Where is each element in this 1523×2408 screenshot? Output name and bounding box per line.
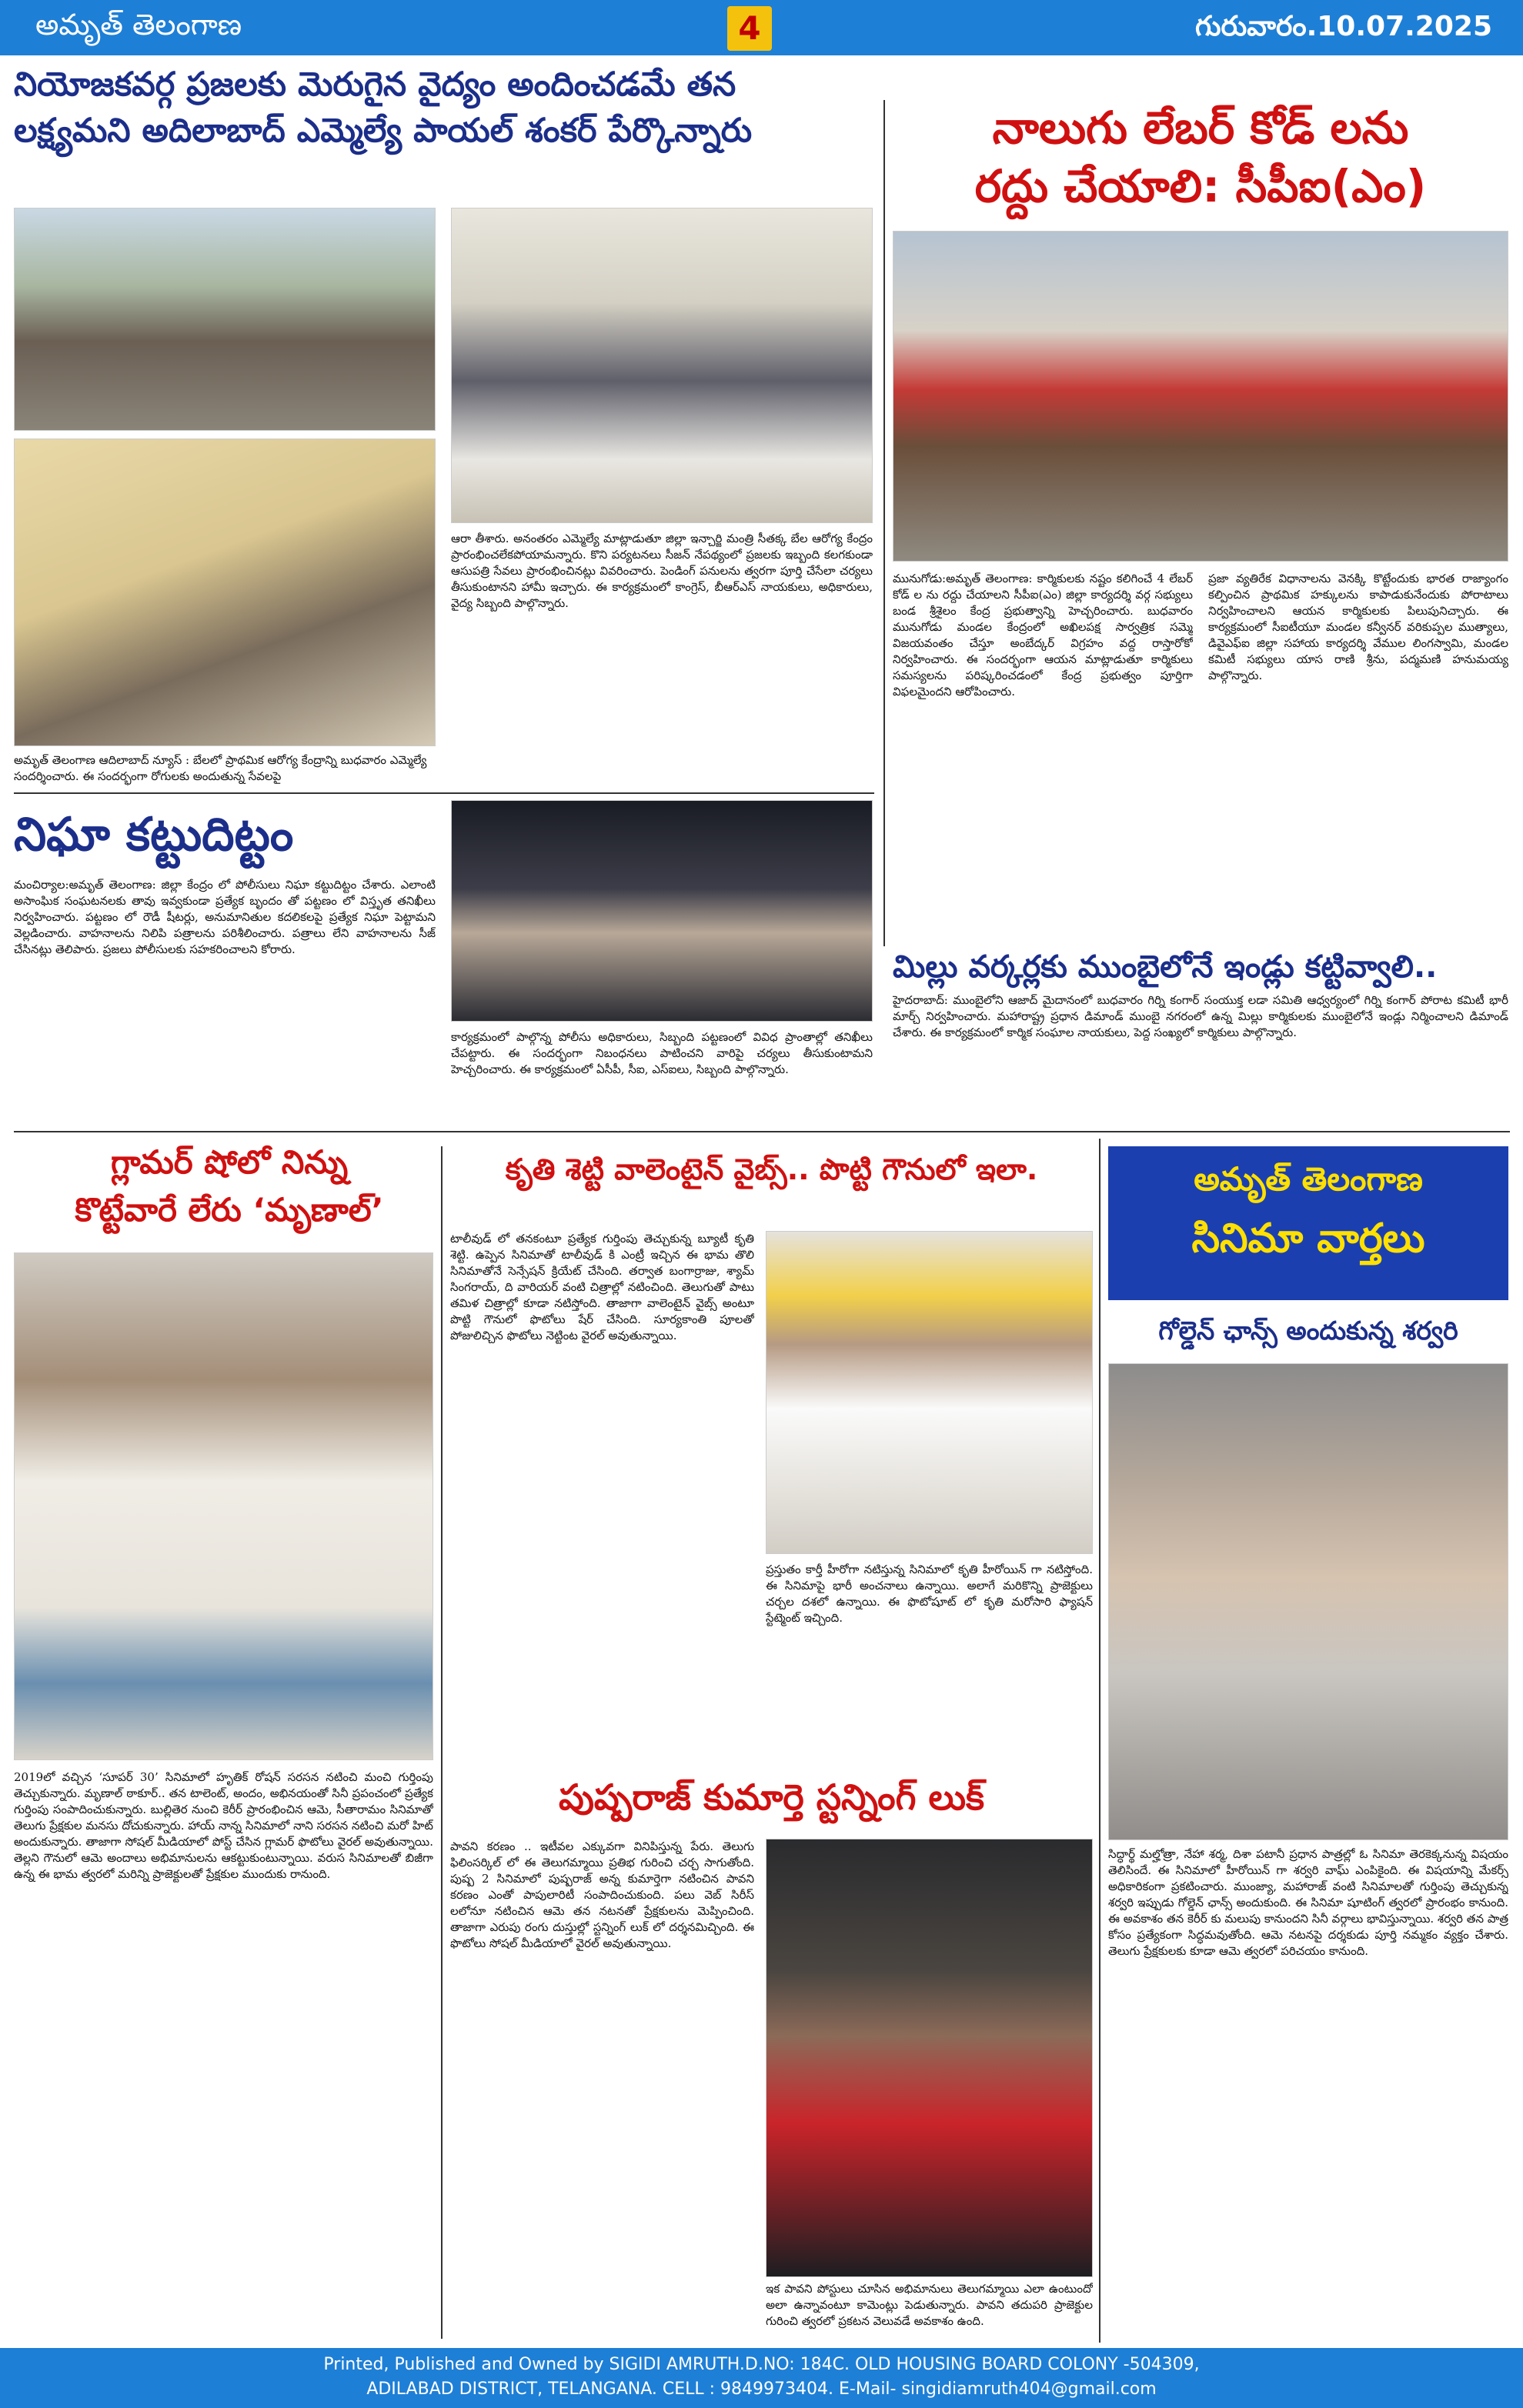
section-divider-entertainment [14,1131,1510,1132]
story1-photo-ward-inspection [451,208,873,523]
cinema-banner-title: సినిమా వార్తలు [1191,1216,1425,1262]
story6-body-right: ప్రస్తుతం కార్తీ హీరోగా నటిస్తున్న సినిమాలో కృతి హీరోయిన్ గా నటిస్తోంది. ఈ సినిమాపై భారీ అంచనాలు ఉన్నాయి. అలాగే మరికొన్ని ప్రాజెక్టులు చర్చల దశలో ఉన్నాయి. ఈ ఫొటోషూట్ లో కృతి మరోసారి ఫ్యాషన్ స్టేట్మెంట్ ఇచ్చింది. [766,1563,1093,1625]
story5-body: 2019లో వచ్చిన ‘సూపర్ 30’ సినిమాలో హృతిక్ రోషన్ సరసన నటించి మంచి గుర్తింపు తెచ్చుకున్నారు. మృణాల్ ఠాకూర్.. తన టాలెంట్, అందం, అభినయంతో సినీ ప్రపంచంలో ప్రత్యేక గుర్తింపు సంపాదించుకున్నారు. బుల్లితెర నుంచి కెరీర్ ప్రారంభించిన ఆమె, సీతారామం సినిమాతో తెలుగు ప్రేక్షకుల మనసు దోచుకున్నారు. హాయ్ నాన్న సినిమాలో నాని సరసన నటించి మరో హిట్ అందుకున్నారు. తాజాగా సోషల్ మీడియాలో పోస్ట్ చేసిన గ్లామర్ ఫొటోలు వైరల్ అవుతున్నాయి. తెల్లని గౌనులో ఆమె అందాలు అభిమానులను ఆకట్టుకుంటున్నాయి. వరుస సినిమాలతో బిజీగా ఉన్న ఈ భామ త్వరలో మరిన్ని ప్రాజెక్టులతో ప్రేక్షకుల ముందుకు రానుంది. [14,1770,433,1881]
story2-headline-line2: రద్దు చేయాలి: సీపీఐ(ఎం) [974,160,1427,212]
story3-body-right: కార్యక్రమంలో పాల్గొన్న పోలీసు అధికారులు, సిబ్బంది పట్టణంలో వివిధ ప్రాంతాల్లో తనిఖీలు చేపట్టారు. ఈ సందర్భంగా నిబంధనలు పాటించని వారిపై చర్యలు తీసుకుంటామని హెచ్చరించారు. ఈ కార్యక్రమంలో ఏసీపీ, సీఐ, ఎస్ఐలు, సిబ్బంది పాల్గొన్నారు. [451,1030,873,1076]
story7-body: పావని కరణం .. ఇటీవల ఎక్కువగా వినిపిస్తున్న పేరు. తెలుగు ఫిలింసర్కిల్ లో ఈ తెలుగమ్మాయి ప్రతిభ గురించి చర్చ సాగుతోంది. పుష్ప 2 సినిమాలో పుష్పరాజ్ అన్న కుమార్తెగా నటించిన పావని కరణం ఎంతో పాపులారిటీ సంపాదించుకుంది. పలు వెబ్ సిరీస్ లలోనూ నటించిన ఆమె తన నటనతో ప్రేక్షకులను మెప్పించింది. తాజాగా ఎరుపు రంగు దుస్తుల్లో స్టన్నింగ్ లుక్ లో దర్శనమిచ్చింది. ఈ ఫొటోలు సోషల్ మీడియాలో వైరల్ అవుతున్నాయి. [450,1839,754,1950]
story1-headline [14,62,876,154]
story2-body-left: మునుగోడు:అమృత్ తెలంగాణ: కార్మికులకు నష్టం కలిగించే 4 లేబర్ కోడ్ ల ను రద్దు చేయాలని సీపీఐ(ఎం) జిల్లా కార్యదర్శి వర్గ సభ్యులు బండ శ్రీశైలం కేంద్ర ప్రభుత్వాన్ని హెచ్చరించారు. బుధవారం మునుగోడు మండల కేంద్రంలో అఖిలపక్ష సార్వత్రిక సమ్మె విజయవంతం చేస్తూ అంబేద్కర్ విగ్రహం వద్ద రాస్తారోకో నిర్వహించారు. ఈ సందర్భంగా ఆయన మాట్లాడుతూ కార్మికులు సమస్యలను పరిష్కరించడంలో కేంద్ర ప్రభుత్వం పూర్తిగా విఫలమైందని ఆరోపించారు. [893,572,1193,699]
cinema-news-banner [1108,1146,1508,1300]
story8-photo-sharvari [1108,1363,1508,1840]
story5-photo-mrunal [14,1252,433,1760]
section-divider [14,792,874,794]
story3-body: మంచిర్యాల:అమృత్ తెలంగాణ: జిల్లా కేంద్రం లో పోలీసులు నిఘా కట్టుదిట్టం చేశారు. ఎలాంటి అసాంఘిక సంఘటనలకు తావు ఇవ్వకుండా ప్రత్యేక బృందం తో పట్టణం లో విస్తృత తనిఖీలు నిర్వహించారు. పట్టణం లో రౌడీ షీటర్లు, అనుమానితుల కదలికలపై ప్రత్యేక నిఘా పెట్టామని వెల్లడించారు. వాహనాలను నిలిపి పత్రాలను పరిశీలించారు. పత్రాలు లేని వాహనాలను సీజ్ చేసినట్లు తెలిపారు. ప్రజలు పోలీసులకు సహకరించాలని కోరారు. [14,878,436,956]
story6-photo-krithi [766,1231,1093,1554]
footer-line2: ADILABAD DISTRICT, TELANGANA. CELL : 9849973404. E-Mail- singidiamruth404@gmail.com [366,2380,1157,2399]
story1-body: ఆరా తీశారు. అనంతరం ఎమ్మెల్యే మాట్లాడుతూ జిల్లా ఇన్చార్జి మంత్రి సీతక్క బేల ఆరోగ్య కేంద్రం ప్రారంభించలేకపోయామన్నారు. కొని పర్యటనలు సీజన్ నేపథ్యంలో ప్రజలకు ఇబ్బంది కలగకుండా ఆసుపత్రి సేవలు ప్రారంభించినట్లు వివరించారు. పెండింగ్ పనులను త్వరగా పూర్తి చేసేలా చర్యలు తీసుకుంటానని హామీ ఇచ్చారు. ఈ కార్యక్రమంలో కాంగ్రెస్, బీఆర్ఎస్ నాయకులు, అధికారులు, వైద్య సిబ్బంది పాల్గొన్నారు. [451,532,873,610]
story1-photo-pharmacy [14,439,436,746]
story3-headline: నిఘా కట్టుదిట్టం [14,808,294,862]
story3-photo-police-check [451,800,873,1022]
story6-body: టాలీవుడ్ లో తనకంటూ ప్రత్యేక గుర్తింపు తెచ్చుకున్న బ్యూటీ కృతి శెట్టి. ఉప్పెన సినిమాతో టాలీవుడ్ కి ఎంట్రీ ఇచ్చిన ఈ భామ తొలి సినిమాతోనే సెన్సేషన్ క్రియేట్ చేసింది. తర్వాత బంగార్రాజు, శ్యామ్ సింగరాయ్, ది వారియర్ వంటి చిత్రాల్లో నటించింది. తెలుగుతో పాటు తమిళ చిత్రాల్లో కూడా నటిస్తోంది. తాజాగా వాలెంటైన్ వైబ్స్ అంటూ పొట్టి గౌనులో ఫొటోలు షేర్ చేసింది. సూర్యకాంతి పూలతో పోజులిచ్చిన ఫొటోలు నెట్టింట వైరల్ అవుతున్నాయి. [450,1232,754,1342]
footer-line1: Printed, Published and Owned by SIGIDI AMRUTH.D.NO: 184C. OLD HOUSING BOARD COLONY -504309, [323,2355,1200,2374]
column-divider [1099,1139,1101,2343]
story6-headline: కృతి శెట్టి వాలెంటైన్ వైబ్స్.. పొట్టి గౌనులో ఇలా. [505,1152,1038,1186]
story1-photo-clinic-visit [14,208,436,431]
story1-headline-line1: నియోజకవర్గ ప్రజలకు మెరుగైన వైద్యం అందించడమే తన [14,65,736,104]
story4-headline: మిల్లు వర్కర్లకు ముంబైలోనే ఇండ్లు కట్టివ్వాలి.. [893,949,1438,985]
story2-headline [893,98,1508,215]
story2-headline-line1: నాలుగు లేబర్ కోడ్ లను [992,102,1409,154]
issue-date: గురువారం.10.07.2025 [1195,11,1492,42]
story1-headline-line2: లక్ష్యమని అదిలాబాద్ ఎమ్మెల్యే పాయల్ శంకర్ పేర్కొన్నారు [14,112,753,150]
story7-headline: పుష్పరాజ్ కుమార్తె స్టన్నింగ్ లుక్ [558,1776,985,1818]
story7-body-right: ఇక పావని పోస్టులు చూసిన అభిమానులు తెలుగమ్మాయి ఎలా ఉంటుందో అలా ఉన్నావంటూ కామెంట్లు పెడుతున్నారు. పావని తదుపరి ప్రాజెక్టుల గురించి త్వరలో ప్రకటన వెలువడే అవకాశం ఉంది. [766,2282,1093,2328]
story5-headline [14,1139,445,1234]
story4-body: హైదరాబాద్: ముంబైలోని ఆజాద్ మైదానంలో బుధవారం గిర్ని కంగార్ సంయుక్త లడా సమితి ఆధ్వర్యంలో గిర్ని కంగార్ పోరాట కమిటీ భారీ మార్చ్ నిర్వహించారు. మహారాష్ట్ర ప్రధాన డిమాండ్ ముంబై నగరంలో ఉన్న మిల్లు కార్మికులకు ముంబైలోనే ఇండ్లు నిర్మించాలని డిమాండ్ చేశారు. ఈ కార్యక్రమంలో కార్మిక సంఘాల నాయకులు, పెద్ద సంఖ్యలో కార్మికులు పాల్గొన్నారు. [893,993,1508,1039]
story8-headline: గోల్డెన్ ఛాన్స్ అందుకున్న శర్వరి [1158,1316,1458,1346]
story7-photo-pavani [766,1839,1093,2277]
page-number-badge: 4 [727,6,772,51]
story8-body: సిద్ధార్థ్ మల్హోత్రా, నేహా శర్మ, దిశా పటానీ ప్రధాన పాత్రల్లో ఓ సినిమా తెరకెక్కనున్న విషయం తెలిసిందే. ఈ సినిమాలో హీరోయిన్ గా శర్వరి వాఘ్ ఎంపికైంది. ఈ విషయాన్ని మేకర్స్ అధికారికంగా ప్రకటించారు. ముంజ్యా, మహారాజ్ వంటి సినిమాలతో గుర్తింపు తెచ్చుకున్న శర్వరి ఇప్పుడు గోల్డెన్ ఛాన్స్ అందుకుంది. ఈ సినిమా షూటింగ్ త్వరలో ప్రారంభం కానుంది. ఈ అవకాశం తన కెరీర్ కు మలుపు కానుందని సినీ వర్గాలు భావిస్తున్నాయి. శర్వరి తన పాత్ర కోసం ప్రత్యేకంగా సిద్ధమవుతోంది. ఆమె నటనపై దర్శకుడు పూర్తి నమ్మకం వ్యక్తం చేశారు. తెలుగు ప్రేక్షకులకు కూడా ఆమె త్వరలో పరిచయం కానుంది. [1108,1847,1508,1958]
column-divider [441,1146,443,2339]
story5-headline-line2: కొట్టేవారే లేరు ‘మృణాల్’ [75,1191,384,1229]
newspaper-brand: అమృత్ తెలంగాణ [35,8,242,42]
story2-body-right: ప్రజా వ్యతిరేక విధానాలను వెనక్కి కొట్టేందుకు భారత రాజ్యాంగం కల్పించిన ప్రాథమిక హక్కులను కాపాడుకునేందుకు పోరాటాలు నిర్వహించాలని ఆయన కార్మికులకు పిలుపునిచ్చారు. ఈ కార్యక్రమంలో సీఐటీయూ మండల కన్వీనర్ వరికుప్పల ముత్యాలు, డివైఎఫ్ఐ జిల్లా సహాయ కార్యదర్శి వేముల లింగస్వామి, మండల కమిటీ సభ్యులు యాస రాణి శ్రీను, పద్మమణి హనుమయ్య పాల్గొన్నారు. [1208,572,1508,682]
story2-photo-protest [893,231,1508,562]
story5-headline-line1: గ్లామర్ షోలో నిన్ను [110,1143,349,1181]
publisher-footer [0,2348,1523,2408]
cinema-banner-brand: అమృత్ తెలంగాణ [1194,1160,1423,1198]
column-divider [883,100,885,946]
story1-caption: అమృత్ తెలంగాణ ఆదిలాబాద్ న్యూస్ : బేలలో ప్రాథమిక ఆరోగ్య కేంద్రాన్ని బుధవారం ఎమ్మెల్యే సందర్శించారు. ఈ సందర్భంగా రోగులకు అందుతున్న సేవలపై [14,753,427,783]
masthead [0,0,1523,55]
